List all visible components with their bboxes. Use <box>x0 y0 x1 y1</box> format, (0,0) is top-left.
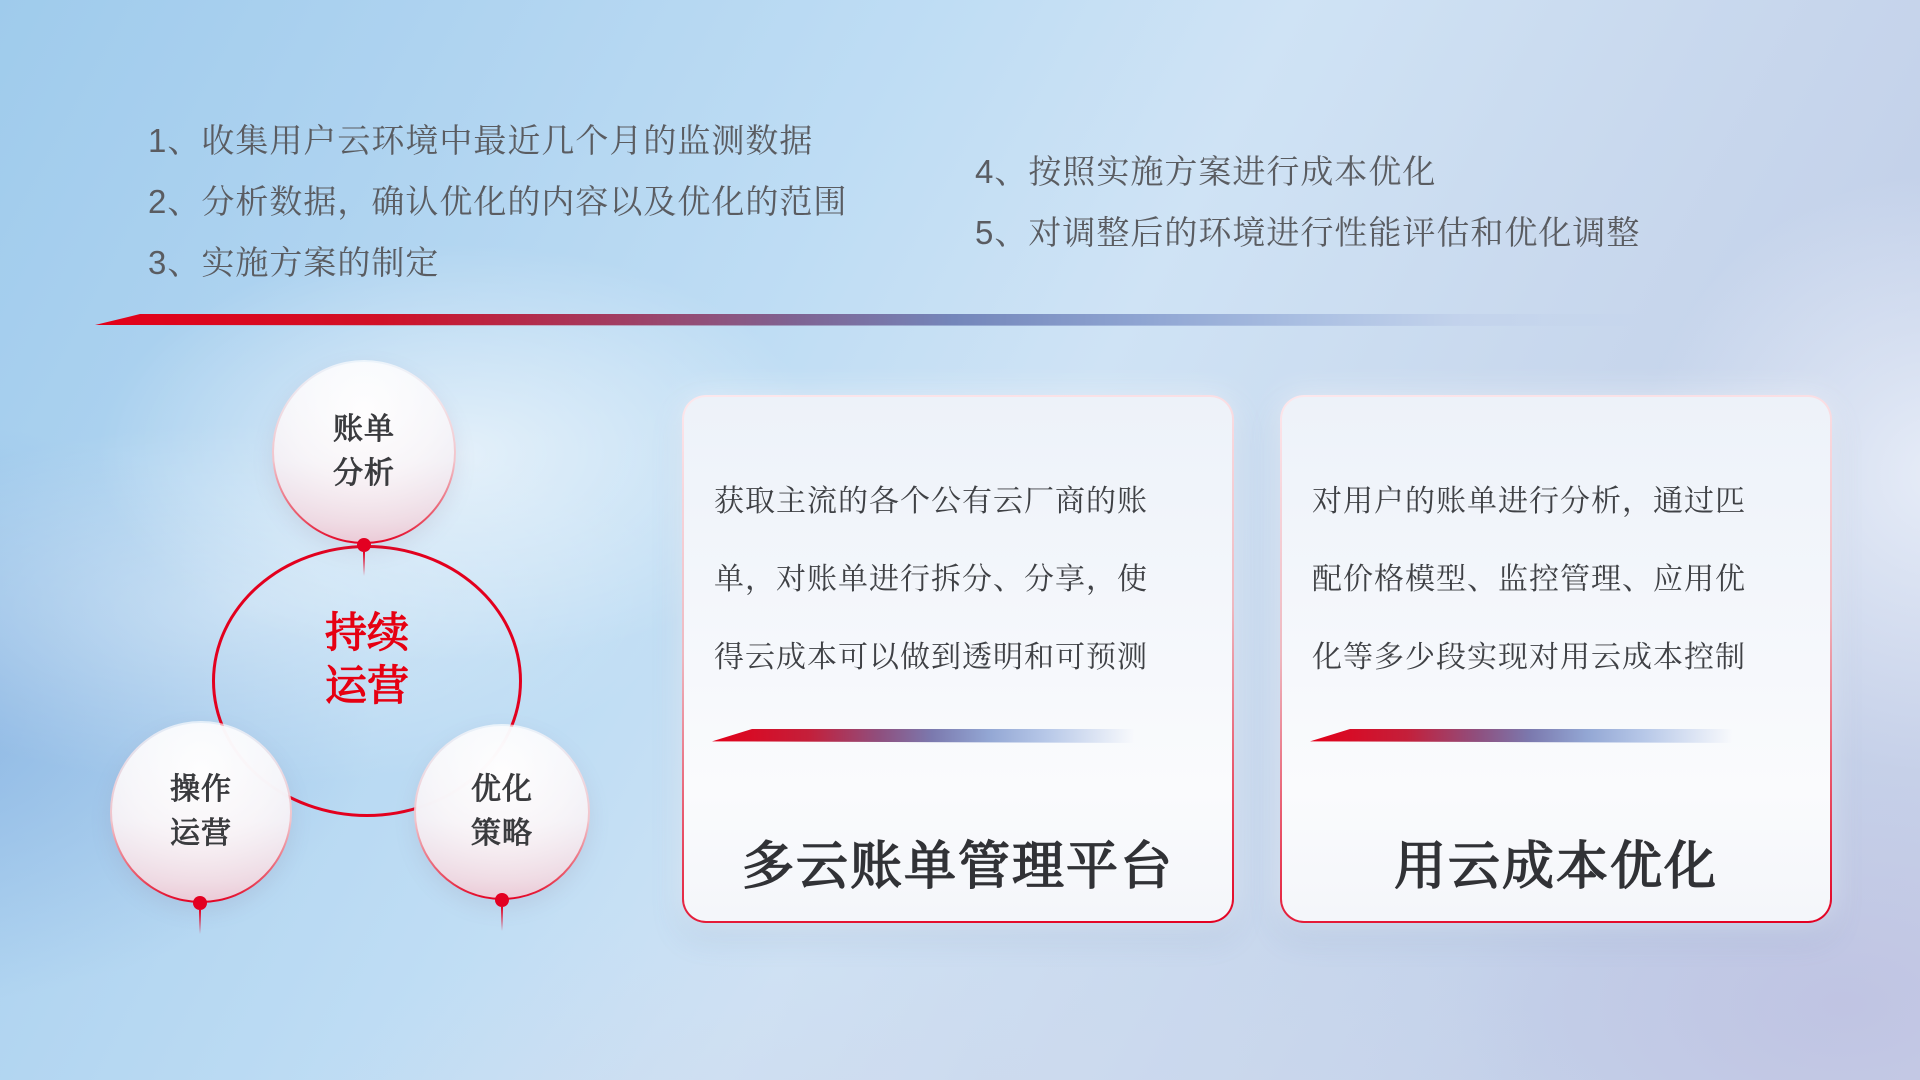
step-item-1: 1、收集用户云环境中最近几个月的监测数据 <box>148 122 814 159</box>
step-item-2: 2、分析数据，确认优化的内容以及优化的范围 <box>148 183 848 220</box>
steps-list-left <box>148 110 847 293</box>
card-divider-swoosh <box>712 729 1152 743</box>
node-label-line1: 优化 <box>471 773 533 806</box>
node-label <box>112 723 290 901</box>
step-item-4: 4、按照实施方案进行成本优化 <box>975 153 1437 190</box>
card-description: 对用户的账单进行分析，通过匹配价格模型、监控管理、应用优化等多少段实现对用云成本控制 <box>1312 485 1746 674</box>
diagram-center-label <box>267 606 467 712</box>
step-item-5: 5、对调整后的环境进行性能评估和优化调整 <box>975 214 1641 251</box>
node-label <box>416 726 588 898</box>
card-cost-optimization <box>1280 395 1832 923</box>
connector-pin <box>501 907 503 931</box>
card-multicloud-billing <box>682 395 1234 923</box>
card-surface <box>684 397 1232 921</box>
center-label-line1: 持续 <box>324 609 409 656</box>
diagram-node-bill-analysis <box>272 360 456 544</box>
connector-pin <box>363 552 365 576</box>
node-label <box>274 362 454 542</box>
connector-dot <box>193 896 207 910</box>
node-label-line2: 策略 <box>471 817 533 850</box>
divider-swoosh <box>95 314 1685 326</box>
card-title: 多云账单管理平台 <box>741 838 1174 896</box>
node-label-line2: 运营 <box>170 817 232 850</box>
card-divider-swoosh <box>1310 729 1750 743</box>
diagram-node-optimization-strategy <box>414 724 590 900</box>
steps-list-right <box>975 141 1640 263</box>
card-description: 获取主流的各个公有云厂商的账单，对账单进行拆分、分享，使得云成本可以做到透明和可预测 <box>714 485 1148 674</box>
diagram-node-operation <box>110 721 292 903</box>
connector-dot <box>495 893 509 907</box>
connector-dot <box>357 538 371 552</box>
node-label-line1: 账单 <box>333 413 395 446</box>
center-label-line2: 运营 <box>324 662 409 709</box>
node-label-line2: 分析 <box>333 457 395 490</box>
card-surface <box>1282 397 1830 921</box>
card-title: 用云成本优化 <box>1393 838 1718 896</box>
step-item-3: 3、实施方案的制定 <box>148 244 440 281</box>
node-label-line1: 操作 <box>170 773 232 806</box>
connector-pin <box>199 910 201 934</box>
